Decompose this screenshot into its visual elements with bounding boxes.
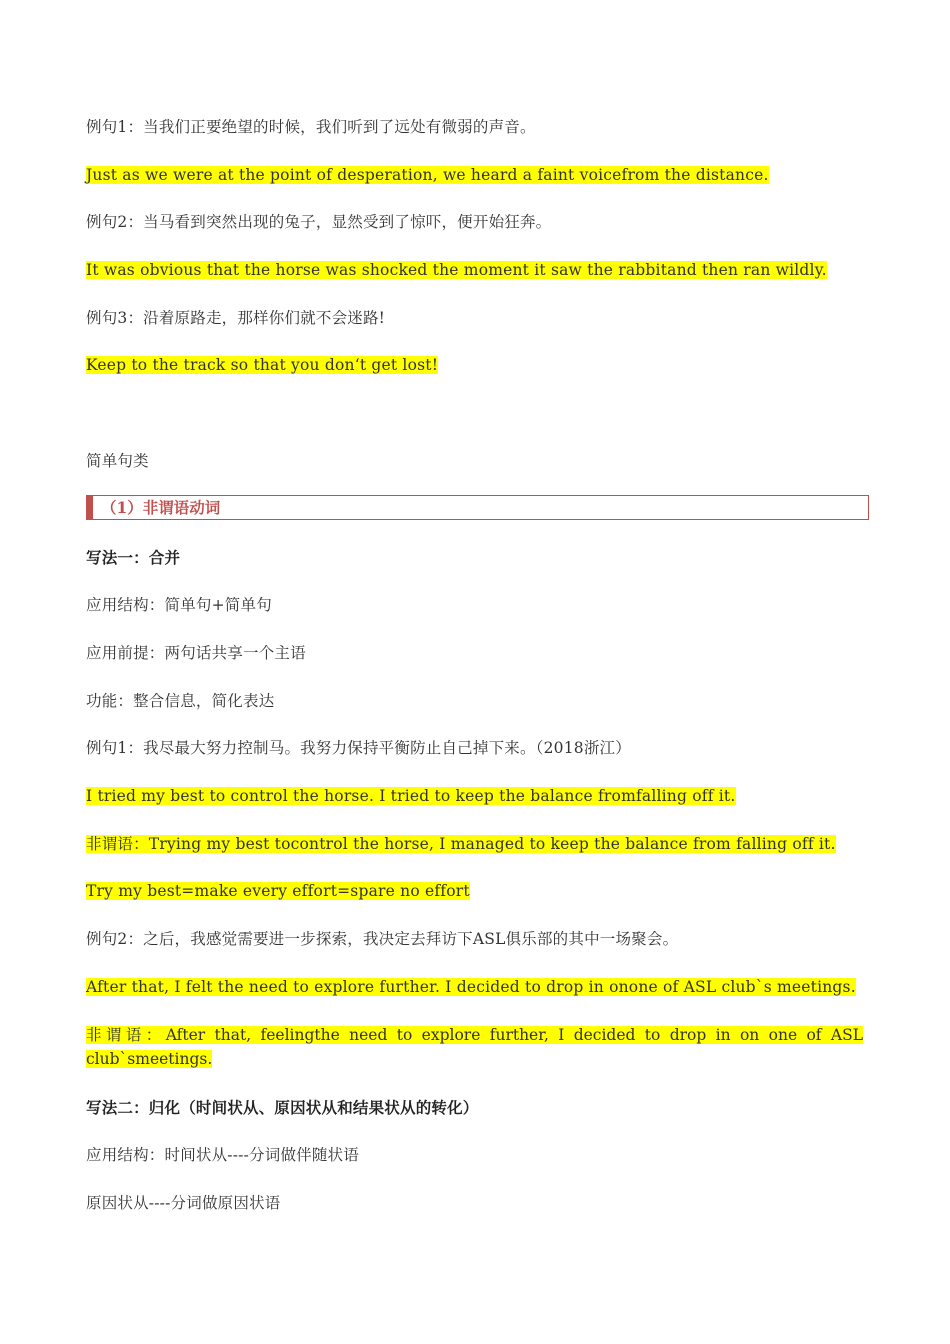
example-5-nonfinite bbox=[86, 1023, 863, 1071]
example-4-english-text: I tried my best to control the horse. I tried to keep the balance fromfalling off it. bbox=[86, 787, 736, 805]
section-title: 简单句类 bbox=[86, 452, 149, 470]
heading-accent-bar bbox=[87, 496, 93, 519]
function: 功能：整合信息，简化表达 bbox=[86, 692, 275, 710]
example-2-chinese: 例句2：当马看到突然出现的兔子，显然受到了惊吓，便开始狂奔。 bbox=[86, 213, 552, 231]
example-3-english bbox=[86, 353, 864, 377]
example-5-chinese: 例句2：之后，我感觉需要进一步探索，我决定去拜访下ASL俱乐部的其中一场聚会。 bbox=[86, 930, 679, 948]
structure-1: 应用结构：简单句+简单句 bbox=[86, 596, 272, 614]
example-5-english bbox=[86, 975, 864, 999]
example-4-nonfinite-text: 非谓语：Trying my best tocontrol the horse, I managed to keep the balance from falling off it. bbox=[86, 835, 836, 853]
example-4-chinese: 例句1：我尽最大努力控制马。我努力保持平衡防止自己掉下来。（2018浙江） bbox=[86, 739, 631, 757]
heading-box bbox=[86, 495, 869, 520]
reason-clause: 原因状从----分词做原因状语 bbox=[86, 1194, 281, 1212]
example-5-nonfinite-text: 非谓语：After that, feelingthe need to explore further, I decided to drop in on one of ASL club`smeetings. bbox=[86, 1026, 863, 1068]
premise: 应用前提：两句话共享一个主语 bbox=[86, 644, 306, 662]
example-2-english bbox=[86, 258, 864, 282]
example-5-english-text: After that, I felt the need to explore further. I decided to drop in onone of ASL club`s meetings. bbox=[86, 978, 856, 996]
method-1-title: 写法一：合并 bbox=[86, 548, 181, 567]
example-2-english-text: It was obvious that the horse was shocked the moment it saw the rabbitand then ran wildly. bbox=[86, 261, 827, 279]
example-1-chinese: 例句1：当我们正要绝望的时候，我们听到了远处有微弱的声音。 bbox=[86, 118, 536, 136]
heading-title: （1）非谓语动词 bbox=[101, 498, 221, 517]
example-4-nonfinite bbox=[86, 832, 864, 856]
example-4-synonyms bbox=[86, 879, 864, 903]
structure-2: 应用结构：时间状从----分词做伴随状语 bbox=[86, 1146, 359, 1164]
example-3-english-text: Keep to the track so that you don‘t get lost! bbox=[86, 356, 439, 374]
example-1-english-text: Just as we were at the point of desperation, we heard a faint voicefrom the distance. bbox=[86, 166, 769, 184]
method-2-title: 写法二：归化（时间状从、原因状从和结果状从的转化） bbox=[86, 1098, 479, 1117]
example-1-english bbox=[86, 163, 864, 187]
example-4-english bbox=[86, 784, 864, 808]
example-3-chinese: 例句3：沿着原路走，那样你们就不会迷路! bbox=[86, 309, 386, 327]
example-4-synonyms-text: Try my best=make every effort=spare no effort bbox=[86, 882, 470, 900]
